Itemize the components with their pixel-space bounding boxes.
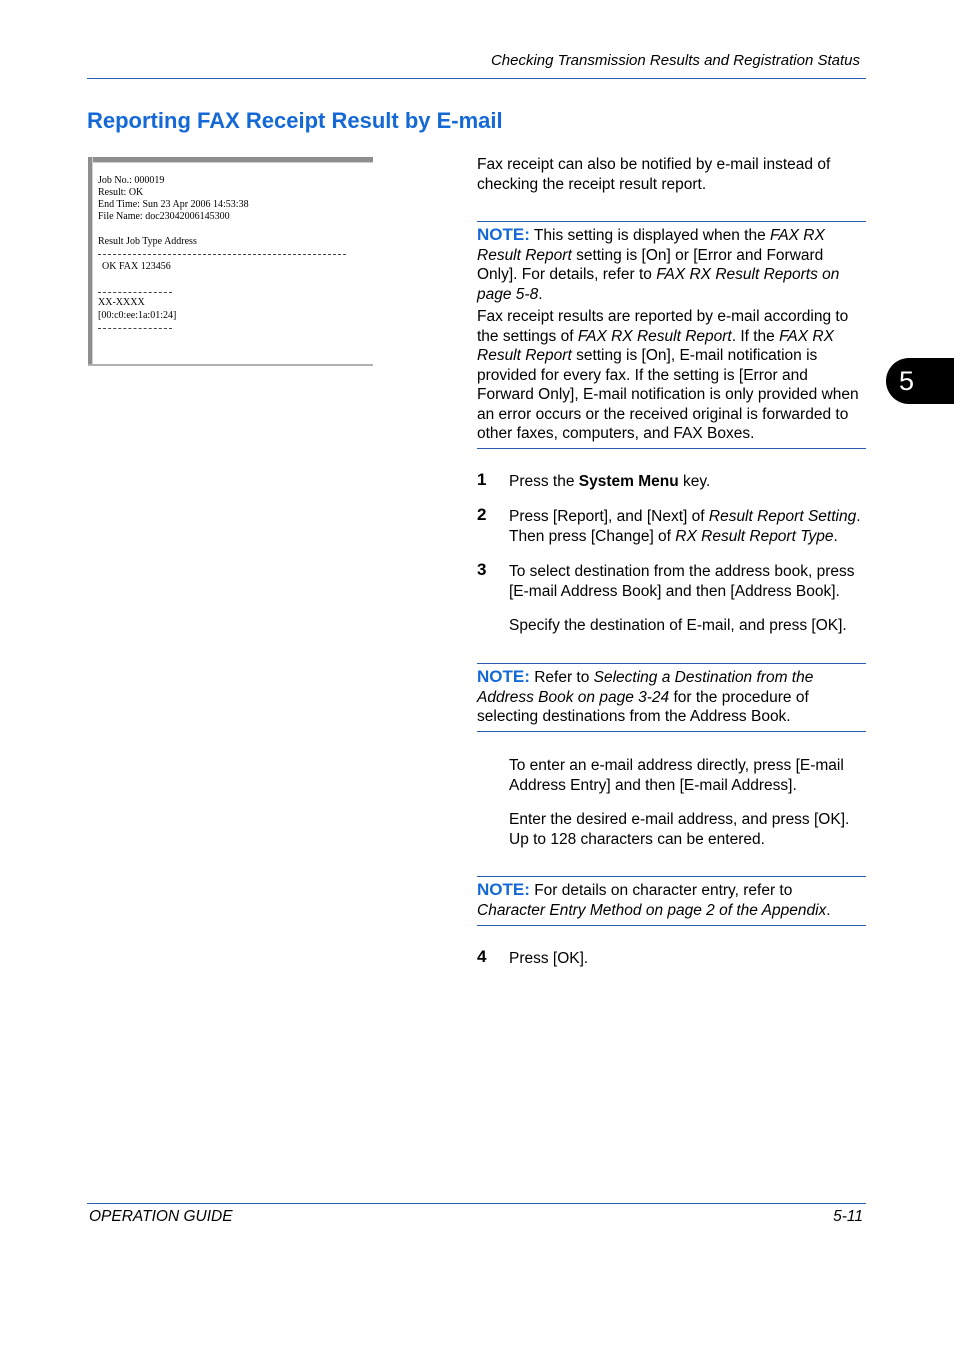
note-ref: FAX RX Result Report bbox=[577, 327, 732, 345]
note-text: . If the bbox=[731, 327, 780, 345]
image-frame-top bbox=[88, 157, 373, 163]
step-number: 3 bbox=[477, 560, 487, 579]
page-number: 5-11 bbox=[833, 1208, 863, 1225]
report-divider bbox=[98, 254, 346, 255]
note-rule bbox=[477, 448, 866, 449]
report-table-header: Result Job Type Address bbox=[98, 236, 197, 247]
note-ref: FAX RX Result Reports on page 5-8 bbox=[477, 266, 840, 303]
step-3-subtext: Specify the destination of E-mail, and press [OK]. bbox=[509, 617, 847, 634]
step-text: . bbox=[833, 527, 838, 545]
step-number: 4 bbox=[477, 947, 487, 966]
step-text: key. bbox=[678, 473, 711, 490]
note-rule bbox=[477, 731, 866, 732]
note-ref: Character Entry Method on page 2 of the Appendix bbox=[477, 901, 827, 919]
footer-guide-name: OPERATION GUIDE bbox=[89, 1208, 233, 1225]
note-label: NOTE: bbox=[477, 225, 530, 244]
setting-name: Result Report Setting bbox=[708, 508, 857, 525]
note-rule bbox=[477, 663, 866, 664]
key-name: System Menu bbox=[578, 473, 679, 490]
note-2 bbox=[477, 667, 862, 727]
step-text: . Then press [Change] of bbox=[509, 508, 861, 545]
step-number: 2 bbox=[477, 505, 487, 524]
note-text: Fax receipt results are reported by e-mail according to the settings of bbox=[477, 308, 849, 345]
note-1-paragraph-2 bbox=[477, 307, 865, 444]
section-title: Reporting FAX Receipt Result by E-mail bbox=[87, 108, 503, 133]
note-text: setting is [On], E-mail notification is provided for every fax. If the setting is [Error and Forward Only], E-mail notification is only provided when an error occurs or the received original is forwarded to other faxes, computers, and FAX Boxes. bbox=[477, 347, 859, 442]
step-text: Press the bbox=[509, 473, 579, 490]
note-label: NOTE: bbox=[477, 667, 530, 686]
report-row: OK FAX 123456 bbox=[102, 261, 171, 272]
step-1-text bbox=[509, 472, 869, 492]
note-3 bbox=[477, 880, 862, 920]
step-4-text: Press [OK]. bbox=[509, 950, 589, 967]
running-header: Checking Transmission Results and Registration Status bbox=[490, 52, 860, 69]
header-rule bbox=[87, 78, 866, 79]
note-rule bbox=[477, 221, 866, 222]
report-divider bbox=[98, 292, 172, 293]
note-label: NOTE: bbox=[477, 880, 530, 899]
step-3-text: To select destination from the address book, press [E-mail Address Book] and then [Address Book]. bbox=[509, 563, 855, 600]
note-text: Refer to bbox=[529, 669, 594, 686]
note-ref: Selecting a Destination from the Address Book on page 3-24 bbox=[477, 669, 814, 706]
note-rule bbox=[477, 925, 866, 926]
note-text: setting is [On] or [Error and Forward Only]. For details, refer to bbox=[477, 246, 824, 283]
report-divider bbox=[98, 328, 172, 329]
report-job-no: Job No.: 000019 bbox=[98, 175, 165, 186]
report-file-name: File Name: doc23042006145300 bbox=[98, 211, 230, 222]
step-2-text bbox=[509, 507, 869, 546]
report-device-name: XX-XXXX bbox=[98, 297, 145, 308]
chapter-tab: 5 bbox=[886, 358, 954, 404]
note-ref: FAX RX Result Report bbox=[477, 227, 825, 264]
image-frame-bottom bbox=[88, 364, 373, 366]
intro-paragraph: Fax receipt can also be notified by e-mail instead of checking the receipt result report. bbox=[477, 156, 831, 193]
note-text: For details on character entry, refer to bbox=[529, 882, 793, 899]
report-mac-address: [00:c0:ee:1a:01:24] bbox=[98, 310, 177, 321]
note-1 bbox=[477, 225, 862, 304]
note-text: for the procedure of selecting destinations from the Address Book. bbox=[477, 688, 809, 725]
report-email-image bbox=[88, 157, 373, 366]
report-end-time: End Time: Sun 23 Apr 2006 14:53:38 bbox=[98, 199, 249, 210]
setting-name: RX Result Report Type bbox=[675, 527, 834, 545]
step-3-enter-address: Enter the desired e-mail address, and press [OK]. Up to 128 characters can be entered. bbox=[509, 811, 850, 848]
step-number: 1 bbox=[477, 470, 487, 489]
step-text: Press [Report], and [Next] of bbox=[509, 508, 709, 525]
footer-rule bbox=[87, 1203, 866, 1204]
note-rule bbox=[477, 876, 866, 877]
step-3-direct-entry: To enter an e-mail address directly, press [E-mail Address Entry] and then [E-mail Address]. bbox=[509, 757, 844, 794]
note-text: This setting is displayed when the bbox=[529, 227, 770, 244]
note-text: . bbox=[826, 901, 831, 919]
note-ref: FAX RX Result Report bbox=[477, 327, 834, 364]
image-frame-left bbox=[88, 157, 93, 366]
note-text: . bbox=[538, 285, 543, 303]
report-result: Result: OK bbox=[98, 187, 144, 198]
